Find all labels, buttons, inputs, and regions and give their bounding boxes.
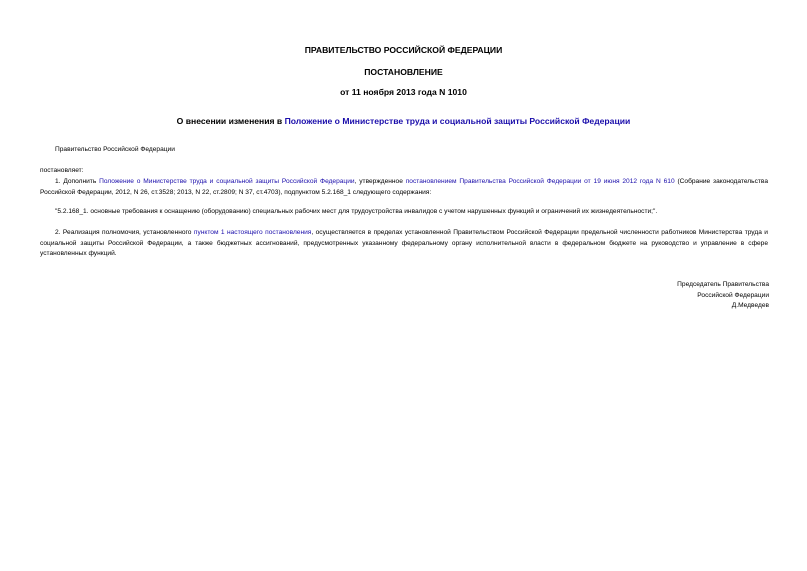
p1-text-b: , утвержденное [354, 178, 406, 185]
doc-type-heading: ПОСТАНОВЛЕНИЕ [364, 67, 443, 77]
p2-text-b: , осуществляется в пределах установленной Правительством Российской Федерации предельной численности работников Министерства труда и социальной защиты Российской Федерации, а также бюджетных ассигнований, предусмотренных указанному федеральному органу исполнительной власти в федеральном бюджете на руководство и управление в сфере установленных функций. [40, 229, 768, 257]
intro-government: Правительство Российской Федерации [55, 146, 175, 153]
p1-link-decree-610[interactable]: постановлением Правительства Российской Федерации от 19 июня 2012 года N 610 [405, 178, 675, 185]
signature-position: Председатель Правительства [677, 281, 769, 288]
paragraph-2 [40, 228, 768, 260]
date-number-heading: от 11 ноября 2013 года N 1010 [340, 87, 467, 97]
intro-decrees: постановляет: [40, 167, 84, 174]
issuer-heading: ПРАВИТЕЛЬСТВО РОССИЙСКОЙ ФЕДЕРАЦИИ [304, 45, 503, 55]
paragraph-1 [40, 177, 768, 198]
p1-text-a: 1. Дополнить [55, 178, 100, 185]
signature-block [569, 280, 769, 312]
p2-link-clause-1[interactable]: пунктом 1 настоящего постановления [193, 229, 312, 236]
signature-organization: Российской Федерации [697, 291, 769, 299]
quoted-subclause: "5.2.168_1. основные требования к оснащению (оборудованию) специальных рабочих мест для трудоустройства инвалидов с учетом нарушенных функций и ограничений их жизнедеятельности;". [55, 208, 658, 215]
title-link-regulation[interactable]: Положение о Министерстве труда и социальной защиты Российской Федерации [284, 116, 631, 126]
p1-text-c: (Собрание законодательства Российской Федерации, 2012, N 26, ст.3528; 2013, N 22, ст.2809; N 37, ст.4703), подпунктом 5.2.168_1 следующего содержания: [40, 178, 768, 196]
title-prefix: О внесении изменения в [176, 116, 285, 126]
document-title [0, 116, 807, 127]
p2-text-a: 2. Реализация полномочия, установленного [55, 229, 194, 236]
signature-name: Д.Медведев [731, 302, 769, 310]
p1-link-regulation[interactable]: Положение о Министерстве труда и социальной защиты Российской Федерации [99, 178, 355, 185]
